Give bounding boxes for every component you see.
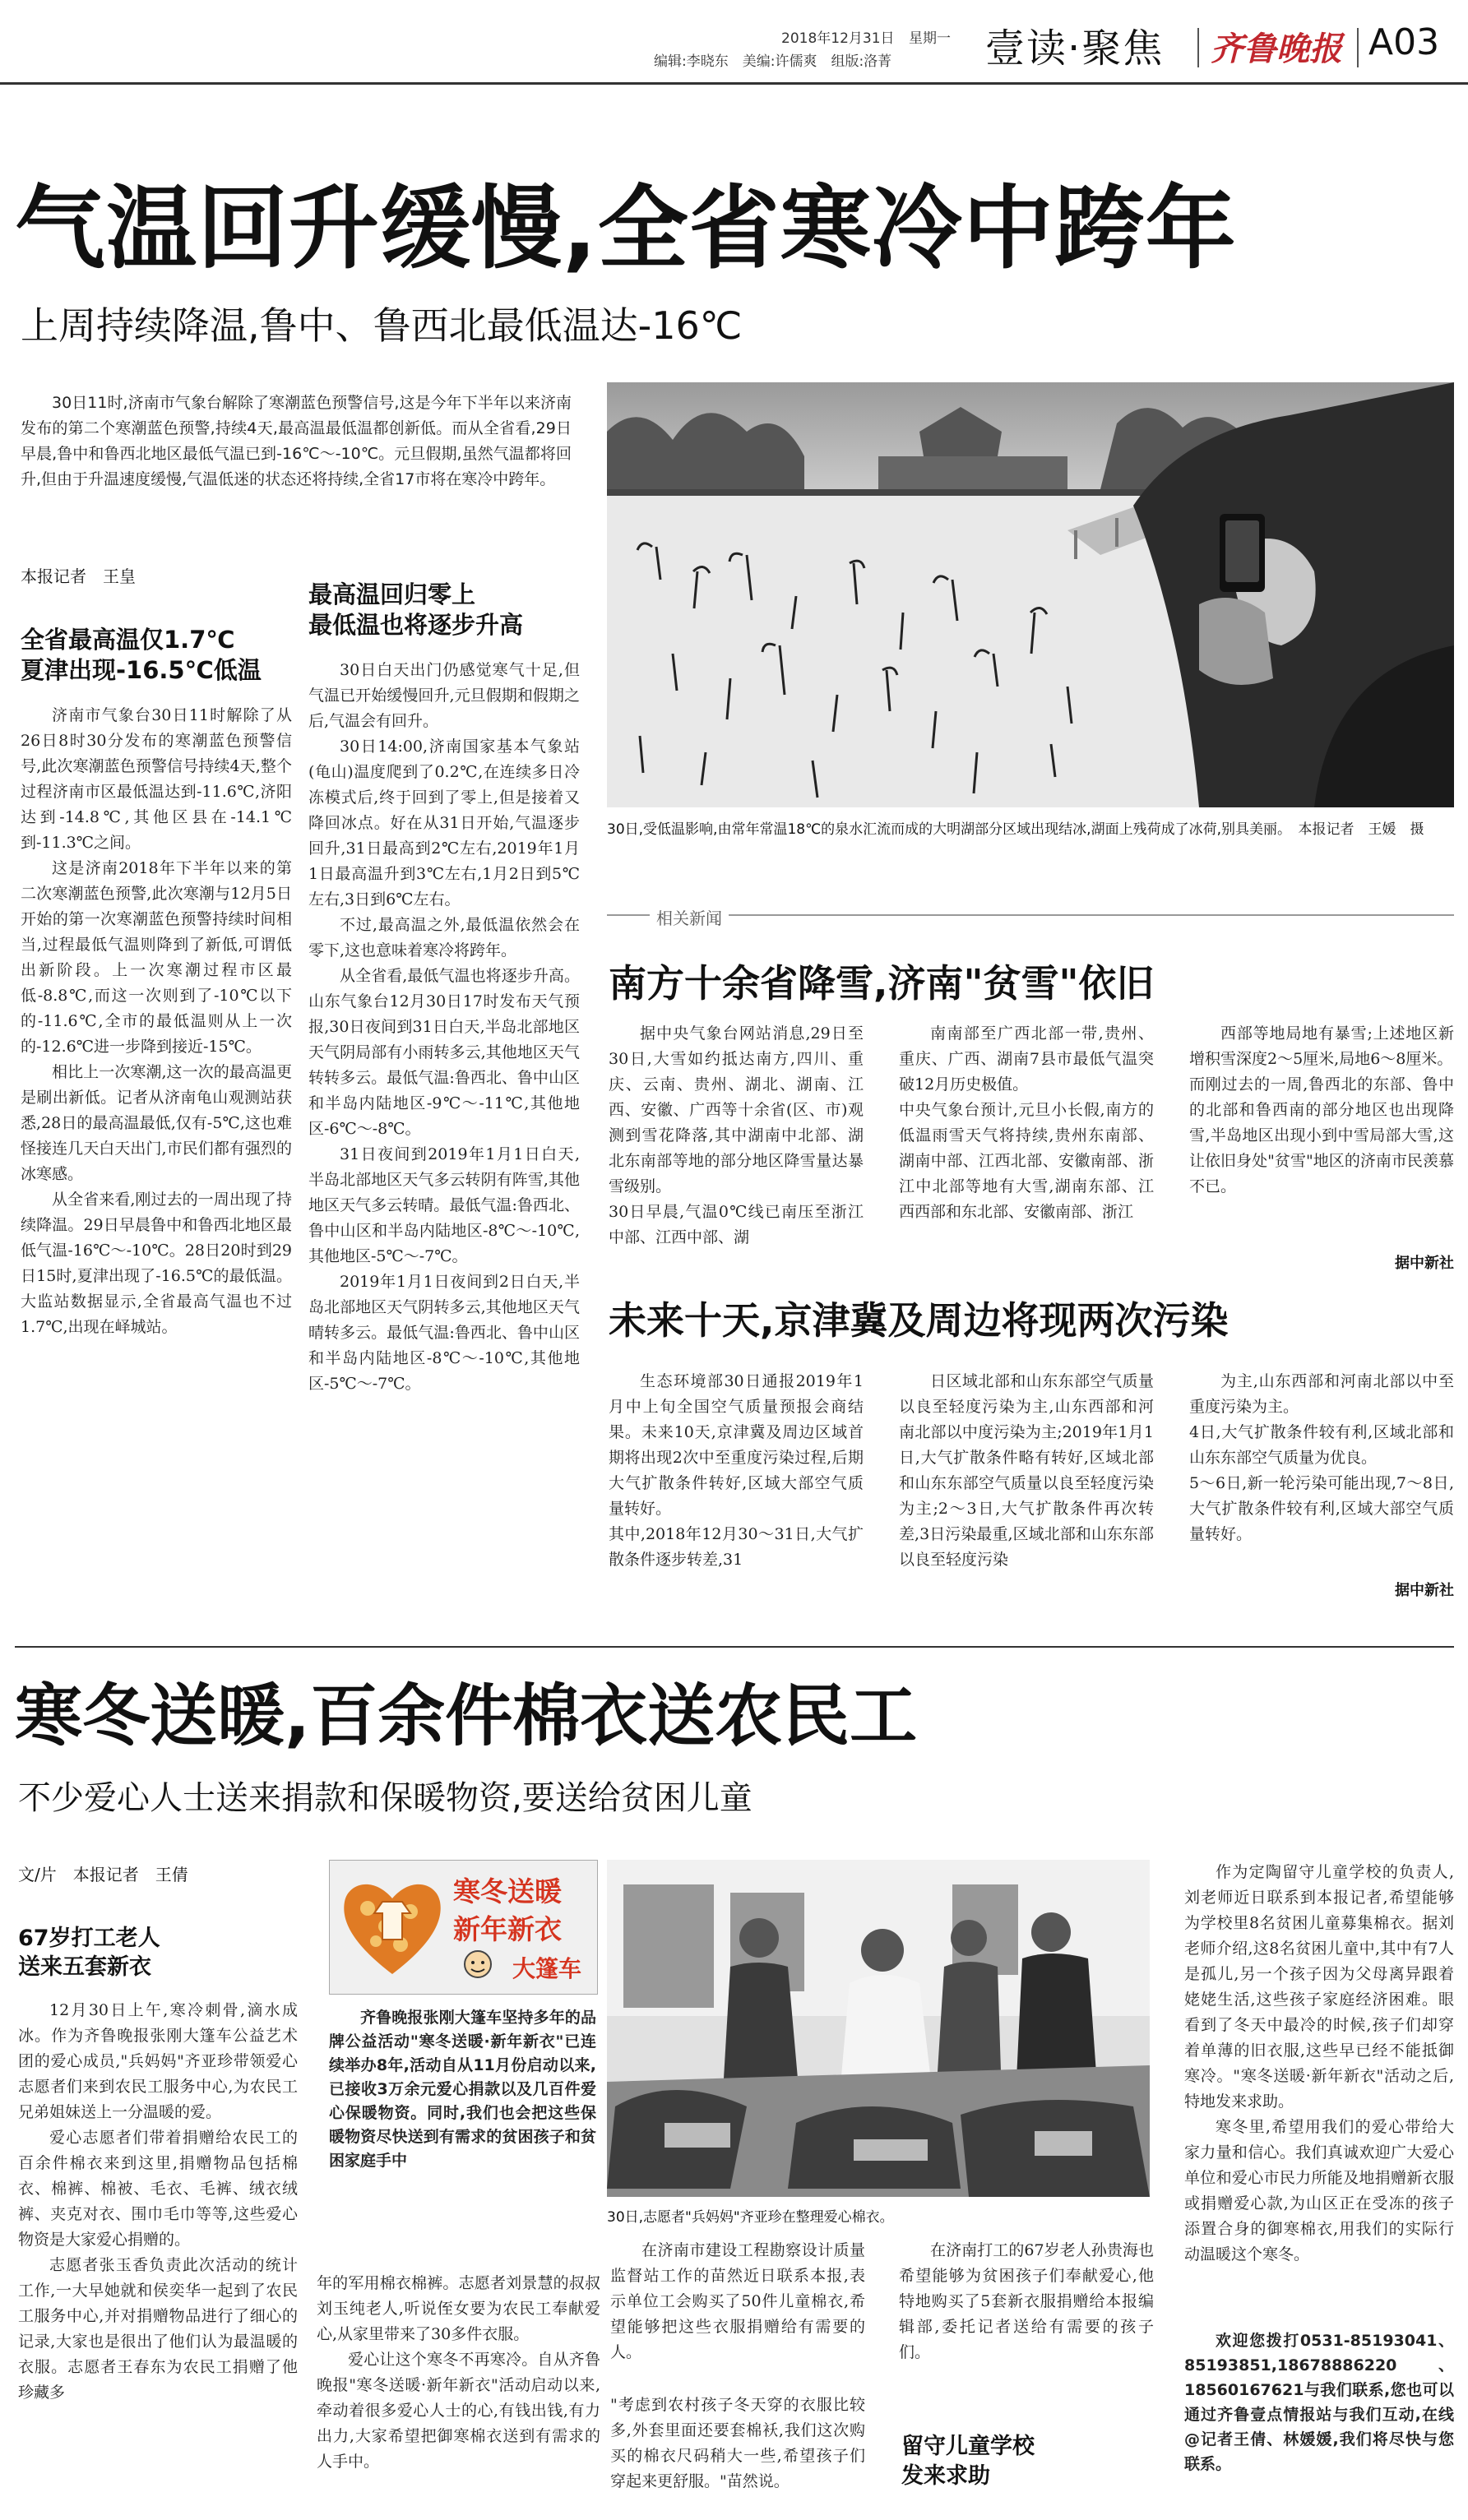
paragraph: 这是济南2018年下半年以来的第二次寒潮蓝色预警,此次寒潮与12月5日开始的第一次寒潮蓝色预警持续时间相当,过程最低气温则降到了新低,可谓低出新阶段。上一次寒潮过程市区最低-8.8℃,而这一次则到了-10℃以下的-11.6℃,全市的最低温则从上一次的-12.6℃进一步降到接近-15℃。 [21,859,292,1056]
logo-line-3: 大篷车 [512,1955,582,1982]
paragraph: 不过,最高温之外,最低温依然会在零下,这也意味着寒冷将跨年。 [308,916,580,959]
frozen-lake-photo-caption: 30日,受低温影响,由常年常温18℃的泉水汇流而成的大明湖部分区域出现结冰,湖面上残荷成了冰荷,别具美丽。 本报记者 王媛 摄 [607,821,1424,838]
story2-subhead-1: 67岁打工老人 送来五套新衣 [18,1926,160,1980]
story1-subhead-1: 全省最高温仅1.7℃ 夏津出现-16.5℃低温 [21,626,262,684]
issue-weekday: 星期一 [909,30,951,47]
related-news-label: 相关新闻 [650,905,729,929]
story2-column-5 [1184,1860,1454,2320]
newspaper-logo: 齐鲁晚报 [1211,30,1342,68]
paragraph: 相比上一次寒潮,这一次的最高温更是刷出新低。记者从济南龟山观测站获悉,28日的最高温最低,仅有-5℃,这也难怪接连几天白天出门,市民们都有强烈的冰寒感。 [21,1063,292,1183]
story2-deck: 不少爱心人士送来捐款和保暖物资,要送给贫困儿童 [18,1779,753,1817]
paragraph: 作为定陶留守儿童学校的负责人,刘老师近日联系到本报记者,希望能够为学校里8名贫困儿童募集棉衣。据刘老师介绍,这8名贫困儿童中,其中有7人是孤儿,另一个孩子因为父母离异跟着姥姥生活,这些孩子家庭经济困难。眼看到了冬天中最冷的时候,孩子们却穿着单薄的旧衣服,这些早已经不能抵御寒冷。"寒冬送暖·新年新衣"活动之后,特地发来求助。 [1184,1863,1454,2111]
section-title: 壹读·聚焦 [985,25,1165,72]
story1-column-2 [308,658,580,1620]
paragraph: 济南市气象台30日11时解除了从26日8时30分发布的寒潮蓝色预警信号,此次寒潮蓝色预警信号持续4天,整个过程济南市区最低温达到-11.6℃,济阳达到-14.8℃,其他区县在-14.1℃到-11.3℃之间。 [21,706,292,852]
paragraph: 志愿者张玉香负责此次活动的统计工作,一大早她就和侯奕华一起到了农民工服务中心,并对捐赠物品进行了细心的记录,大家也是很出了他们认为最温暖的衣服。志愿者王春东为农民工捐赠了他珍藏多 [18,2256,298,2402]
page-number: A03 [1368,21,1440,63]
related-headline-snow: 南方十余省降雪,济南"贫雪"依旧 [609,961,1155,1006]
story2-subhead-2: 留守儿童学校 发来求助 [901,2434,1035,2489]
related-headline-pollution: 未来十天,京津冀及周边将现两次污染 [609,1298,1229,1343]
paragraph: 年的军用棉衣棉裤。志愿者刘景慧的叔叔刘玉纯老人,听说侄女要为农民工奉献爱心,从家里带来了30多件衣服。 [317,2274,600,2343]
editor-credits: 编辑:李晓东 美编:许儒爽 组版:洛菁 [654,53,892,70]
paragraph: 31日夜间到2019年1月1日白天,半岛北部地区天气多云转阴有阵雪,其他地区天气多云转晴。最低气温:鲁西北、鲁中山区和半岛内陆地区-8℃～-10℃,其他地区-5℃～-7℃。 [308,1145,580,1265]
story2-column-3: 在济南市建设工程勘察设计质量监督站工作的苗然近日联系本报,表示单位工会购买了50件儿童棉衣,希望能够把这些衣服捐赠给有需要的人。 [610,2241,865,2361]
related-pollution-col-3: 为主,山东西部和河南北部以中至重度污染为主。 4日,大气扩散条件较有利,区域北部和山东东部空气质量为优良。 5～6日,新一轮污染可能出现,7～8日,大气扩散条件较有利,区域大部空气质量转好。 [1189,1372,1454,1543]
section-divider [15,1646,1454,1648]
paragraph: 爱心让这个寒冬不再寒冷。自从齐鲁晚报"寒冬送暖·新年新衣"活动启动以来,牵动着很多爱心人士的心,有钱出钱,有力出力,大家希望把御寒棉衣送到有需求的人手中。 [317,2351,600,2471]
paragraph: 30日白天出门仍感觉寒气十足,但气温已开始缓慢回升,元旦假期和假期之后,气温会有回升。 [308,661,580,730]
story1-lead: 30日11时,济南市气象台解除了寒潮蓝色预警信号,这是今年下半年以来济南发布的第二个寒潮蓝色预警,持续4天,最高温最低温都创新低。而从全省看,29日早晨,鲁中和鲁西北地区最低气温已到-16℃～-10℃。元旦假期,虽然气温都将回升,但由于升温速度缓慢,气温低迷的状态还将持续,全省17市将在寒冷中跨年。 [21,394,572,488]
paragraph: 从全省看,最低气温也将逐步升高。山东气象台12月30日17时发布天气预报,30日夜间到31日白天,半岛北部地区天气阴局部有小雨转多云,其他地区天气转转多云。最低气温:鲁西北、鲁中山区和半岛内陆地区-9℃～-11℃,其他地区-6℃～-8℃。 [308,967,580,1138]
story2-column-1 [18,1998,298,2512]
related-pollution-credit: 据中新社 [1395,1582,1454,1599]
header-rule [0,82,1468,85]
story1-deck: 上周持续降温,鲁中、鲁西北最低温达-16℃ [21,303,743,348]
related-snow-credit: 据中新社 [1395,1255,1454,1272]
issue-date: 2018年12月31日 [781,30,895,47]
header-divider [1357,28,1359,67]
story1-column-1 [21,703,292,1620]
campaign-info-box: 齐鲁晚报张刚大篷车坚持多年的品牌公益活动"寒冬送暖·新年新衣"已连续举办8年,活动自从11月份启动以来,已接收3万余元爱心捐款以及几百件爱心保暖物资。同时,我们也会把这些保暖物资尽快送到有需求的贫困孩子和贫困家庭手中 [329,2009,596,2170]
paragraph: 2019年1月1日夜间到2日白天,半岛北部地区天气阴转多云,其他地区天气晴转多云。最低气温:鲁西北、鲁中山区和半岛内陆地区-8℃～-10℃,其他地区-5℃～-7℃。 [308,1273,580,1393]
logo-line-1: 寒冬送暖 [453,1875,562,1907]
related-pollution-col-1: 生态环境部30日通报2019年1月中上旬全国空气质量预报会商结果。未来10天,京津冀及周边区域首期将出现2次中至重度污染过程,后期大气扩散条件转好,区域大部空气质量转好。 其中,2018年12月30～31日,大气扩散条件逐步转差,31 [609,1372,864,1569]
paragraph: 爱心志愿者们带着捐赠给农民工的百余件棉衣来到这里,捐赠物品包括棉衣、棉裤、棉被、毛衣、毛裤、绒衣绒裤、夹克对衣、围巾毛巾等等,这些爱心物资是大家爱心捐赠的。 [18,2129,298,2249]
mascot-icon [453,1946,502,1987]
paragraph: 寒冬里,希望用我们的爱心带给大家力量和信心。我们真诚欢迎广大爱心单位和爱心市民力所能及地捐赠新衣服或捐赠爱心款,为山区正在受冻的孩子添置合身的御寒棉衣,用我们的实际行动温暖这个寒冬。 [1184,2118,1454,2263]
story1-headline: 气温回升缓慢,全省寒冷中跨年 [15,176,1237,281]
header-divider [1197,28,1199,67]
related-snow-col-2: 南南部至广西北部一带,贵州、重庆、广西、湖南7县市最低气温突破12月历史极值。 中央气象台预计,元旦小长假,南方的低温雨雪天气将持续,贵州东南部、湖南中部、江西北部、安徽南部、浙江中北部等地有大雪,湖南东部、江西西部和东北部、安徽南部、浙江 [899,1024,1154,1221]
heart-icon [335,1869,450,1984]
campaign-logo [329,1860,598,1995]
frozen-lake-photo [607,382,1454,807]
related-snow-col-1: 据中央气象台网站消息,29日至30日,大雪如约抵达南方,四川、重庆、云南、贵州、湖北、湖南、江西、安徽、广西等十余省(区、市)观测到雪花降落,其中湖南中北部、湖北东南部等地的部分地区降雪量达暴雪级别。 30日早晨,气温0℃线已南压至浙江中部、江西中部、湖 [609,1024,864,1246]
volunteers-photo [607,1860,1150,2197]
related-snow-col-3: 西部等地局地有暴雪;上述地区新增积雪深度2～5厘米,局地6～8厘米。 而刚过去的一周,鲁西北的东部、鲁中的北部和鲁西南的部分地区也出现降雪,半岛地区出现小到中雪局部大雪,这让依旧身处"贫雪"地区的济南市民羡慕不已。 [1189,1024,1454,1195]
related-news-rule [607,914,1454,916]
story2-hotline: 欢迎您拨打0531-85193041、85193851,18678886220、18560167621与我们联系,您也可以通过齐鲁壹点情报站与我们互动,在线@记者王倩、林媛媛,我们将尽快与您联系。 [1184,2332,1454,2473]
logo-line-2: 新年新衣 [453,1913,562,1945]
paragraph: 30日14:00,济南国家基本气象站(龟山)温度爬到了0.2℃,在连续多日冷冻模式后,终于回到了零上,但是接着又降回冰点。好在从31日开始,气温逐步回升,31日最高到2℃左右,2019年1月1日最高温升到3℃左右,1月2日到5℃左右,3日到6℃左右。 [308,738,580,909]
story2-column-2 [317,2271,600,2513]
story2-byline: 文/片 本报记者 王倩 [18,1865,188,1884]
story2-headline: 寒冬送暖,百余件棉衣送农民工 [15,1677,918,1755]
paragraph: 从全省来看,刚过去的一周出现了持续降温。29日早晨鲁中和鲁西北地区最低气温-16℃～-10℃。28日20时到29日15时,夏津出现了-16.5℃的最低温。大监站数据显示,全省最高气温也不过1.7℃,出现在峄城站。 [21,1191,292,1336]
story1-subhead-2: 最高温回归零上 最低温也将逐步升高 [308,580,524,639]
frozen-lake-illustration [607,382,1454,807]
story2-column-3-cont: "考虑到农村孩子冬天穿的衣服比较多,外套里面还要套棉袄,我们这次购买的棉衣尺码稍大一些,希望孩子们穿起来更舒服。"苗然说。 [610,2396,865,2490]
related-pollution-col-2: 日区域北部和山东东部空气质量以良至轻度污染为主,山东西部和河南北部以中度污染为主;2019年1月1日,大气扩散条件略有转好,区域北部和山东东部空气质量以良至轻度污染为主;2～3日,大气扩散条件再次转差,3日污染最重,区域北部和山东东部以良至轻度污染 [899,1372,1154,1569]
story1-byline: 本报记者 王皇 [21,566,136,586]
volunteers-illustration [607,1860,1150,2197]
paragraph: 12月30日上午,寒冷刺骨,滴水成冰。作为齐鲁晚报张刚大篷车公益艺术团的爱心成员,"兵妈妈"齐亚珍带领爱心志愿者们来到农民工服务中心,为农民工兄弟姐妹送上一分温暖的爱。 [18,2001,298,2121]
volunteers-photo-caption: 30日,志愿者"兵妈妈"齐亚珍在整理爱心棉衣。 [607,2209,894,2226]
story2-column-4: 在济南打工的67岁老人孙贵海也希望能够为贫困孩子们奉献爱心,他特地购买了5套新衣服捐赠给本报编辑部,委托记者送给有需要的孩子们。 [899,2241,1154,2361]
masthead [0,0,1468,82]
